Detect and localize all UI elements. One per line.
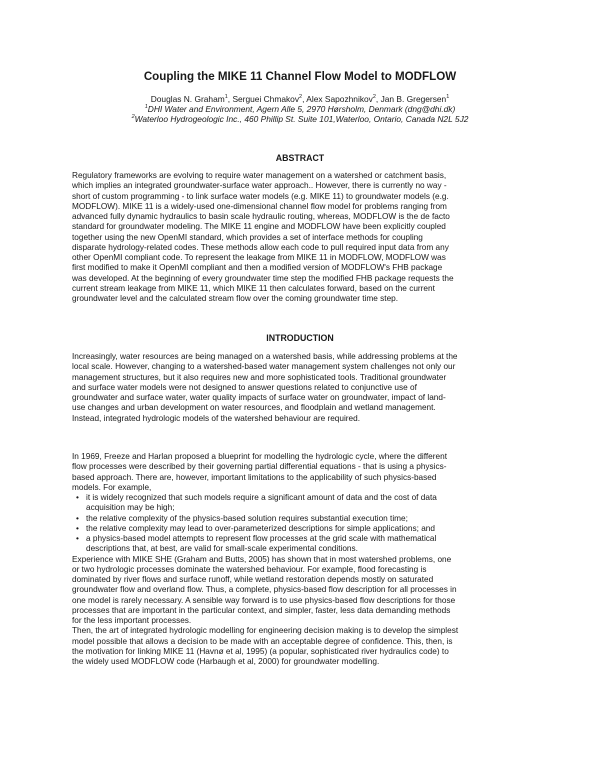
text-line: which implies an integrated groundwater-surface water approach.. However, there is currently no way - — [72, 181, 447, 191]
affiliation-2: $^2$Waterloo Hydrogeologic Inc., 460 Phillip St. Suite 101,Waterloo, Ontario, Canada N2L 5J2 — [131, 114, 469, 125]
text-line: dominated by river flows and surface runoff, while wetland restoration depends mostly on saturated — [72, 575, 434, 584]
list-item: • it is widely recognized that such models require a significant amount of data and the cost of data acquisition may be high; — [76, 493, 437, 513]
text-line: the widely used MODFLOW code (Harbaugh et al, 2000) for groundwater modelling. — [72, 657, 380, 666]
paper-title: Coupling the MIKE 11 Channel Flow Model to MODFLOW — [143, 70, 457, 83]
text-line: management structures, but it also requires new and more sophisticated tools. Traditional groundwater — [72, 372, 447, 382]
text-line: for the less important processes. — [72, 616, 192, 625]
text-line: groundwater level and the calculated stream flow over the coming groundwater time step. — [72, 294, 399, 303]
text-line: the motivation for linking MIKE 11 (Havnø et al, 1995) (a popular, sophisticated river hydraulics code) to — [72, 646, 449, 656]
text-line: together using the new OpenMI standard, which provides a set of interface methods for coupling — [72, 232, 423, 242]
bullet-icon: • — [76, 493, 79, 502]
text-line: and surface water models were not designed to answer questions related to conjunctive use of — [72, 382, 417, 392]
abstract-body — [72, 171, 532, 304]
affiliation-1: $^1$DHI Water and Environment, Agern Alle 5, 2970 Hørsholm, Denmark (dng@dhi.dk) — [144, 104, 456, 115]
text-line: advanced fully dynamic hydraulics to basin scale hydraulic routing, whereas, MODFLOW is the de facto — [72, 212, 450, 221]
text-line: Regulatory frameworks are evolving to require water management on a watershed or catchment basis, — [72, 171, 447, 180]
list-item: • a physics-based model attempts to represent flow processes at the grid scale with mathematical descriptions that, at best, are valid for small-scale experimental conditions. — [76, 534, 437, 554]
bullet-list — [72, 493, 532, 555]
author-name: Douglas N. Graham — [150, 94, 225, 104]
text-line: flow processes were described by their governing partial differential equations - that is using a physics- — [72, 462, 447, 472]
intro-paragraph-1 — [72, 352, 532, 424]
text-line: Increasingly, water resources are being managed on a watershed basis, while addressing problems at the — [72, 352, 458, 361]
author-name: Serguei Chmakov — [232, 94, 300, 104]
text-line: groundwater and surface water, water quality impacts of surface water on groundwater, impact of land- — [72, 393, 446, 402]
author-sup: 1 — [224, 94, 228, 101]
text-line: was developed. At the beginning of every groundwater time step the modified FHB package requests the — [72, 273, 454, 283]
text-line: model possible that allows a decision to be made with an acceptable degree of confidence. This, then, is — [72, 636, 453, 646]
text-line: Then, the art of integrated hydrologic modelling for engineering decision making is to develop the simplest — [72, 626, 459, 636]
text-line: first modified to make it OpenMI compliant and then a modified version of MODFLOW's FHB package — [72, 263, 443, 273]
text-line: short of custom programming - to link surface water models (e.g. MIKE 11) to groundwater models (e.g. — [72, 191, 449, 201]
text-line: disparate hydrology-related codes. These methods allow each code to pull required input data from any — [72, 242, 449, 252]
text-line: MODFLOW). MIKE 11 is a widely-used one-dimensional channel flow model for problems ranging from — [72, 201, 447, 211]
text-line: standard for groundwater modeling. The MIKE 11 engine and MODFLOW have been explicitly coupled — [72, 222, 446, 232]
list-item: • the relative complexity may lead to over-parameterized descriptions for simple applications; and — [76, 523, 435, 533]
author-sup: 2 — [299, 94, 303, 101]
text-line: In 1969, Freeze and Harlan proposed a blueprint for modelling the hydrologic cycle, where the different — [72, 452, 447, 461]
author-sup: 2 — [372, 94, 376, 101]
text-line: Experience with MIKE SHE (Graham and Butts, 2005) has shown that in most watershed problems, one — [72, 554, 452, 564]
text-line: Instead, integrated hydrologic models of the watershed behaviour are required. — [72, 413, 361, 423]
author-block — [0, 94, 600, 125]
text-line: other OpenMI compliant code. To represent the leakage from MIKE 11 in MODFLOW, MODFLOW was — [72, 253, 446, 262]
introduction-heading: INTRODUCTION — [266, 333, 334, 343]
bullet-icon: • — [76, 534, 79, 543]
text-line: use changes and urban development on water resources, and floodplain and wetland management. — [72, 403, 436, 413]
text-line: local scale. However, changing to a watershed-based water management system challenges not only our — [72, 362, 456, 372]
text-line: one model is rarely necessary. A sensible way forward is to use physics-based flow descriptions for those — [72, 595, 456, 605]
abstract-heading: ABSTRACT — [275, 153, 325, 163]
text-line: processes that are important in the particular context, and simpler, faster, less data demanding methods — [72, 605, 451, 615]
text-line: models. For example, — [72, 482, 152, 492]
bullet-icon: • — [76, 523, 79, 533]
text-line: or two hydrologic processes dominate the watershed behaviour. For example, flood forecasting is — [72, 564, 427, 574]
bullet-icon: • — [76, 513, 79, 523]
author-name: Jan B. Gregersen — [380, 94, 447, 104]
author-line: Douglas N. Graham$^1$, Serguei Chmakov$^2$, Alex Sapozhnikov$^2$, Jan B. Gregersen$^1$ — [150, 94, 450, 104]
text-line: current stream leakage from MIKE 11, which MIKE 11 then calculates forward, based on the current — [72, 283, 435, 293]
intro-paragraph-2 — [72, 452, 532, 667]
text-line: groundwater flow and overland flow. Thus, a complete, physics-based flow description for all processes in — [72, 585, 457, 595]
author-name: Alex Sapozhnikov — [306, 94, 373, 104]
author-sup: 1 — [446, 94, 450, 101]
list-item: • the relative complexity of the physics-based solution requires substantial execution time; — [76, 513, 408, 523]
text-line: based approach. There are, however, important limitations to the applicability of such physics-based — [72, 472, 437, 482]
